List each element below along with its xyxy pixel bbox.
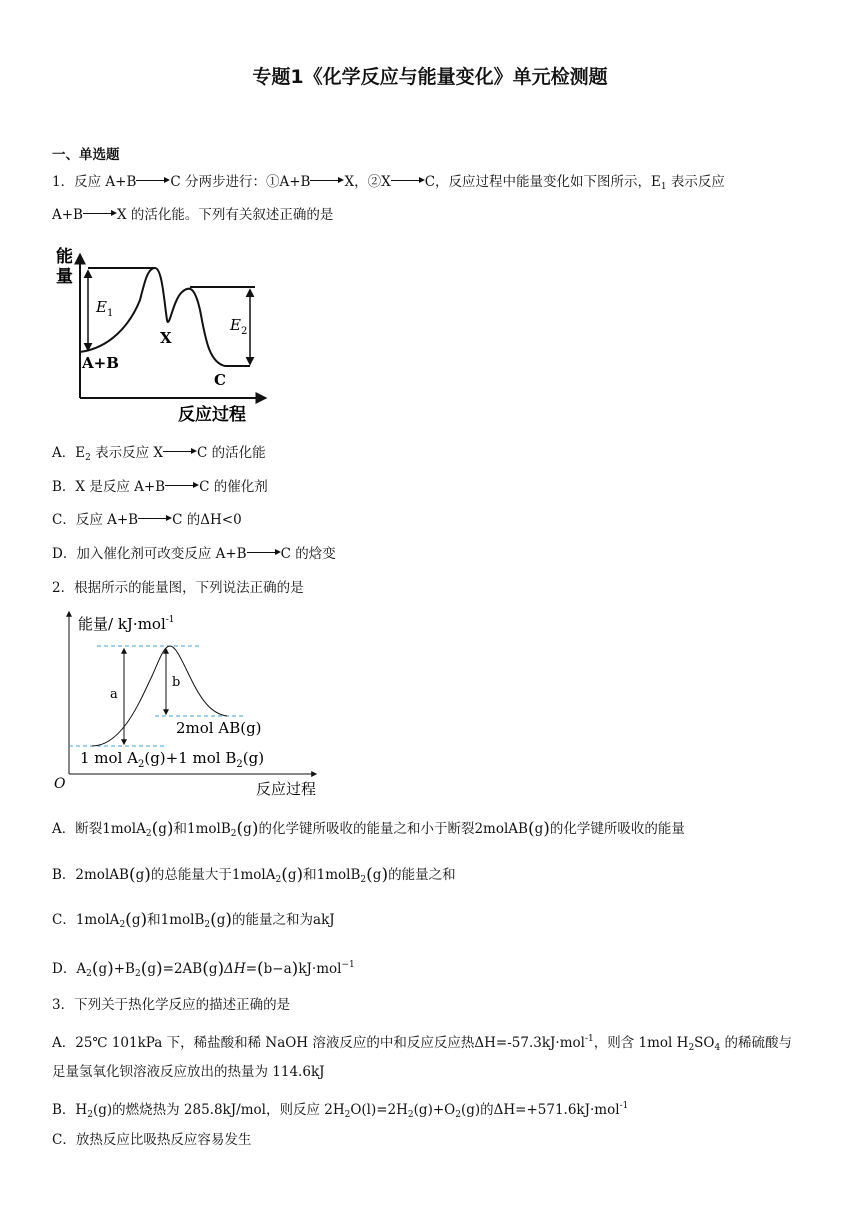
q3-text: SO — [694, 1035, 715, 1051]
q2-sup: −1 — [341, 960, 355, 970]
q1-option-a-text: A．E — [52, 445, 86, 461]
q3-text: (g)+O — [413, 1102, 456, 1118]
q3-text: ，则含 1mol H — [593, 1035, 689, 1051]
q1-option-a-text: 表示反应 X — [90, 445, 164, 461]
q2-text: g — [135, 867, 145, 883]
q3-option-b[interactable] — [52, 1097, 628, 1124]
q2-text: 1molA — [231, 867, 276, 883]
origin-label: O — [54, 776, 66, 792]
q2-text: ΔH — [224, 961, 246, 977]
q1-text: C，反应过程中能量变化如下图所示，E — [424, 174, 661, 190]
q2-sub: 2 — [145, 829, 152, 839]
q3-text: B．H — [52, 1102, 88, 1118]
q2-text: g — [208, 961, 218, 977]
q2-text: g — [287, 867, 297, 883]
q1-sub: 2 — [85, 453, 91, 463]
q3-sub: 2 — [455, 1110, 461, 1120]
q2-sub: 2 — [86, 969, 92, 979]
q2-sub: 2 — [360, 875, 367, 885]
q2-text: g — [216, 912, 226, 928]
q2-text: g — [158, 821, 167, 837]
q2-option-b[interactable]: B．2molAB(g)的总能量大于1molA$_2$(g)和1molB$_2$(g)的能量之和 — [52, 865, 456, 885]
q1-energy-diagram — [50, 240, 280, 425]
q1-text: 表示反应 — [666, 174, 725, 190]
q3-option-a-line1[interactable] — [52, 1030, 792, 1057]
q2-stem: 2．根据所示的能量图，下列说法正确的是 — [52, 580, 304, 596]
b-label: b — [172, 675, 181, 690]
q3-option-c[interactable]: C．放热反应比吸热反应容易发生 — [52, 1132, 252, 1148]
q2-text: g — [243, 821, 252, 837]
a-label: a — [110, 687, 118, 702]
reaction-arrow-icon — [138, 513, 172, 523]
q3-text: A．25℃ 101kPa 下，稀盐酸和稀 NaOH 溶液反应的中和反应反应热ΔH=-57.3kJ·mol — [52, 1035, 585, 1051]
q2-text: A — [76, 961, 87, 977]
q2-text: g — [131, 912, 141, 928]
page-title: 专题1《化学反应与能量变化》单元检测题 — [252, 66, 608, 88]
q3-text: (g)的燃烧热为 285.8kJ/mol，则反应 2H — [92, 1102, 345, 1118]
q3-text: (g)的ΔH=+571.6kJ·mol — [460, 1102, 620, 1118]
q3-sub: 2 — [344, 1110, 351, 1120]
q2-text: 2molAB — [474, 821, 528, 837]
q2-text: A．断裂 — [52, 821, 103, 837]
energy-curve — [80, 268, 250, 366]
q2-sub: 2 — [204, 920, 211, 930]
q3-sub: 2 — [688, 1043, 695, 1053]
section-heading: 一、单选题 — [52, 147, 120, 163]
q2-text: C． — [52, 912, 76, 928]
q1-stem-line1 — [52, 173, 725, 196]
q1-option-c[interactable] — [52, 511, 242, 529]
q2-text: 1molB — [160, 912, 205, 928]
q2-option-c[interactable]: C．1molA$_2$(g)和1molB$_2$(g)的能量之和为akJ — [52, 910, 335, 930]
q2-text: g — [372, 867, 382, 883]
q2-text: 的能量之和 — [388, 867, 456, 883]
q2-energy-diagram — [52, 606, 342, 806]
q2-option-a[interactable]: A．断裂1molA$_2$(g)和1molB$_2$(g)的化学键所吸收的能量之和小于断裂2molAB(g)的化学键所吸收的能量 — [52, 819, 685, 839]
q1-option-b[interactable] — [52, 478, 268, 496]
q1-text: X，②X — [344, 174, 391, 190]
q2-text: 和 — [173, 821, 188, 837]
q2-text: g — [98, 961, 108, 977]
reactant-label: 1 mol $A_2(g)+1$ mol $B_2(g)$ — [80, 749, 265, 770]
q3-sub: 4 — [714, 1043, 721, 1053]
q1-option-c-text: C．反应 A+B — [52, 512, 139, 528]
reaction-arrow-icon — [310, 175, 344, 185]
q2-text: kJ·mol — [298, 961, 342, 977]
q2-sub: 2 — [134, 969, 141, 979]
q2-sub: 2 — [119, 920, 126, 930]
q2-text: b−a — [263, 961, 292, 977]
y-label-2: 量 — [56, 267, 73, 287]
q2-text: +B — [113, 961, 135, 977]
q2-text: 2molAB — [75, 867, 129, 883]
q2-sub: 2 — [230, 829, 237, 839]
q1-option-a[interactable] — [52, 444, 266, 467]
x-intermediate-label: X — [160, 329, 172, 347]
reaction-arrow-icon — [136, 175, 170, 185]
q2-text: 1molB — [187, 821, 231, 837]
e1-label: $E_1$ — [96, 298, 114, 319]
q3-sub: 2 — [87, 1110, 93, 1120]
q2-text: =2AB — [162, 961, 203, 977]
q1-sub: 1 — [660, 182, 667, 192]
reaction-arrow-icon — [163, 446, 197, 456]
product-label: C — [214, 371, 226, 389]
q2-text: 的总能量大于 — [150, 867, 232, 883]
q2-text: = — [245, 961, 258, 977]
q1-text: A+B — [52, 207, 83, 223]
q3-text: 的稀硫酸与 — [720, 1035, 793, 1051]
q3-sub: 2 — [407, 1110, 414, 1120]
q1-option-c-text: C 的ΔH<0 — [172, 512, 242, 528]
q2-text: 和 — [147, 912, 161, 928]
product-label: 2mol AB(g) — [176, 719, 262, 737]
reaction-arrow-icon — [165, 480, 199, 490]
q1-option-d-text: D．加入催化剂可改变反应 A+B — [52, 546, 247, 562]
q3-sup: -1 — [619, 1101, 629, 1111]
reaction-arrow-icon — [247, 547, 281, 557]
q2-text: 和 — [303, 867, 317, 883]
e2-label: $E_2$ — [230, 316, 248, 337]
q2-text: 1molB — [316, 867, 361, 883]
q2-text: 的化学键所吸收的能量 — [549, 821, 685, 837]
q3-stem: 3．下列关于热化学反应的描述正确的是 — [52, 997, 291, 1013]
y-label: 能量/ kJ·mol$^{-1}$ — [78, 615, 175, 633]
q2-sub: 2 — [275, 875, 282, 885]
x-label: 反应过程 — [256, 780, 317, 798]
reaction-arrow-icon — [83, 208, 117, 218]
q2-text: akJ — [313, 912, 335, 928]
q1-stem-line2 — [52, 206, 333, 224]
q3-text: O(l)=2H — [350, 1102, 408, 1118]
q2-text: g — [534, 821, 544, 837]
q2-text: 1molA — [102, 821, 146, 837]
q1-option-d-text: C 的焓变 — [280, 546, 336, 562]
q2-text: 1molA — [75, 912, 120, 928]
q2-text: 的化学键所吸收的能量之和小于断裂 — [258, 821, 475, 837]
reactant-label: A+B — [82, 354, 119, 372]
q1-text: X 的活化能。下列有关叙述正确的是 — [116, 207, 334, 223]
q2-text: D． — [52, 961, 77, 977]
x-label: 反应过程 — [178, 405, 246, 425]
q1-option-d[interactable] — [52, 545, 336, 563]
reaction-arrow-icon — [391, 175, 425, 185]
q1-option-a-text: C 的活化能 — [197, 445, 266, 461]
q1-option-b-text: C 的催化剂 — [199, 479, 268, 495]
q1-text: C 分两步进行：①A+B — [170, 174, 311, 190]
q2-text: g — [147, 961, 157, 977]
q1-option-b-text: B．X 是反应 A+B — [52, 479, 166, 495]
y-label-1: 能 — [56, 247, 73, 267]
q1-text: 1．反应 A+B — [52, 174, 137, 190]
q2-option-d[interactable]: D．$A_2(g)+B_2(g)=2AB(g)\Delta H=(b-a)kJ\cdot mol^{-1}$ — [52, 959, 355, 979]
q2-text: B． — [52, 867, 76, 883]
q2-text: 的能量之和为 — [232, 912, 314, 928]
q3-sup: -1 — [584, 1034, 594, 1044]
q3-option-a-line2: 足量氢氧化钡溶液反应放出的热量为 114.6kJ — [52, 1064, 325, 1080]
